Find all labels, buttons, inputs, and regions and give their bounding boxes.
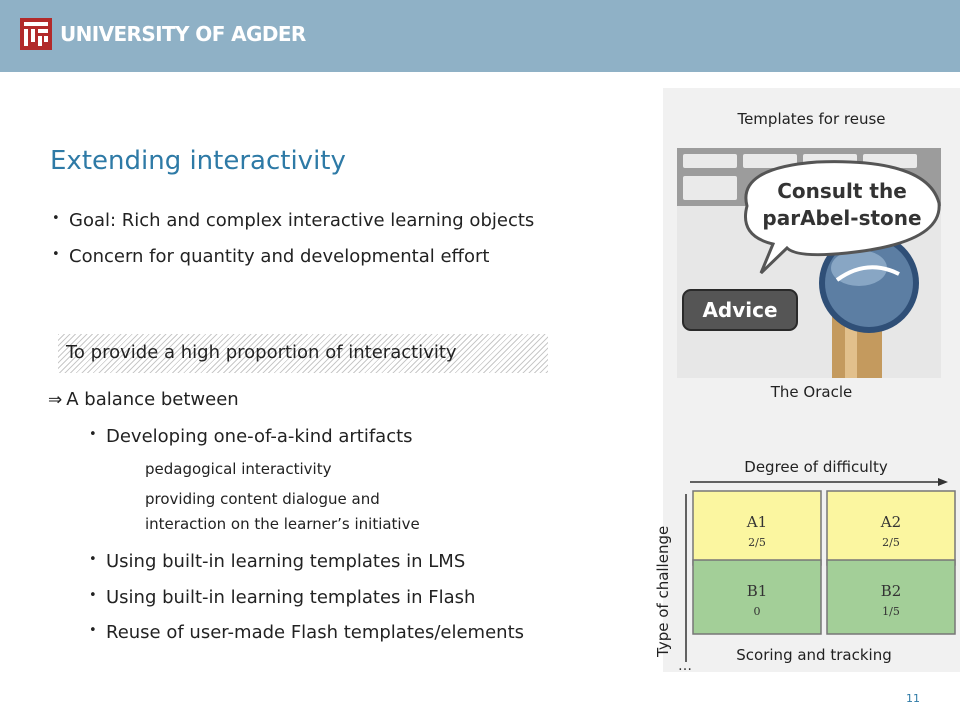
sub-bullet-reuse	[89, 622, 524, 643]
cell-b2-score: 1/5	[882, 605, 900, 618]
cell-a1-score: 2/5	[748, 536, 766, 549]
bullet-concern	[52, 246, 489, 267]
implies-arrow-icon: ⇒	[48, 390, 63, 410]
implication-line	[48, 389, 239, 410]
cell-a1-id: A1	[746, 513, 768, 531]
ellipsis-marker: …	[678, 658, 692, 674]
page-number: 11	[906, 692, 920, 705]
bubble-text-1: Consult the	[777, 179, 907, 203]
detail-pedagogical: pedagogical interactivity	[145, 460, 332, 478]
cell-b2-id: B2	[880, 582, 902, 600]
oracle-image	[677, 148, 941, 378]
callout-text: To provide a high proportion of interactivity	[66, 342, 457, 363]
cell-a2-score: 2/5	[882, 536, 900, 549]
detail-dialogue: providing content dialogue and	[145, 490, 380, 508]
sub-bullet-flash	[89, 587, 475, 608]
sub-bullet-text: Using built-in learning templates in Flash	[106, 587, 476, 608]
sub-bullet-artifacts	[89, 426, 413, 447]
university-logo-icon	[20, 18, 52, 50]
advice-button-label: Advice	[702, 298, 778, 322]
challenge-axis-label: Type of challenge	[654, 525, 672, 657]
sub-bullet-text: Reuse of user-made Flash templates/elements	[106, 622, 525, 643]
bullet-text: Goal: Rich and complex interactive learning objects	[69, 210, 535, 231]
cell-b1-score: 0	[753, 605, 761, 618]
callout-box	[58, 334, 548, 373]
side-heading: Templates for reuse	[737, 110, 886, 128]
difficulty-grid	[670, 474, 960, 674]
bubble-text-2: parAbel-stone	[762, 206, 922, 230]
difficulty-axis-label: Degree of difficulty	[744, 458, 888, 476]
implication-text: A balance between	[66, 389, 239, 410]
sub-bullet-text: Developing one-of-a-kind artifacts	[106, 426, 413, 447]
header-bar	[0, 0, 960, 72]
slide-title: Extending interactivity	[50, 146, 346, 176]
scoring-label: Scoring and tracking	[736, 646, 892, 664]
oracle-caption: The Oracle	[770, 383, 853, 401]
brand-name: UNIVERSITY OF AGDER	[60, 22, 306, 46]
bullet-goal	[52, 210, 534, 231]
cell-b1-id: B1	[746, 582, 768, 600]
cell-a2-id: A2	[880, 513, 902, 531]
sub-bullet-lms	[89, 551, 465, 572]
detail-initiative: interaction on the learner’s initiative	[145, 515, 420, 533]
bullet-text: Concern for quantity and developmental effort	[69, 246, 490, 267]
sub-bullet-text: Using built-in learning templates in LMS	[106, 551, 466, 572]
